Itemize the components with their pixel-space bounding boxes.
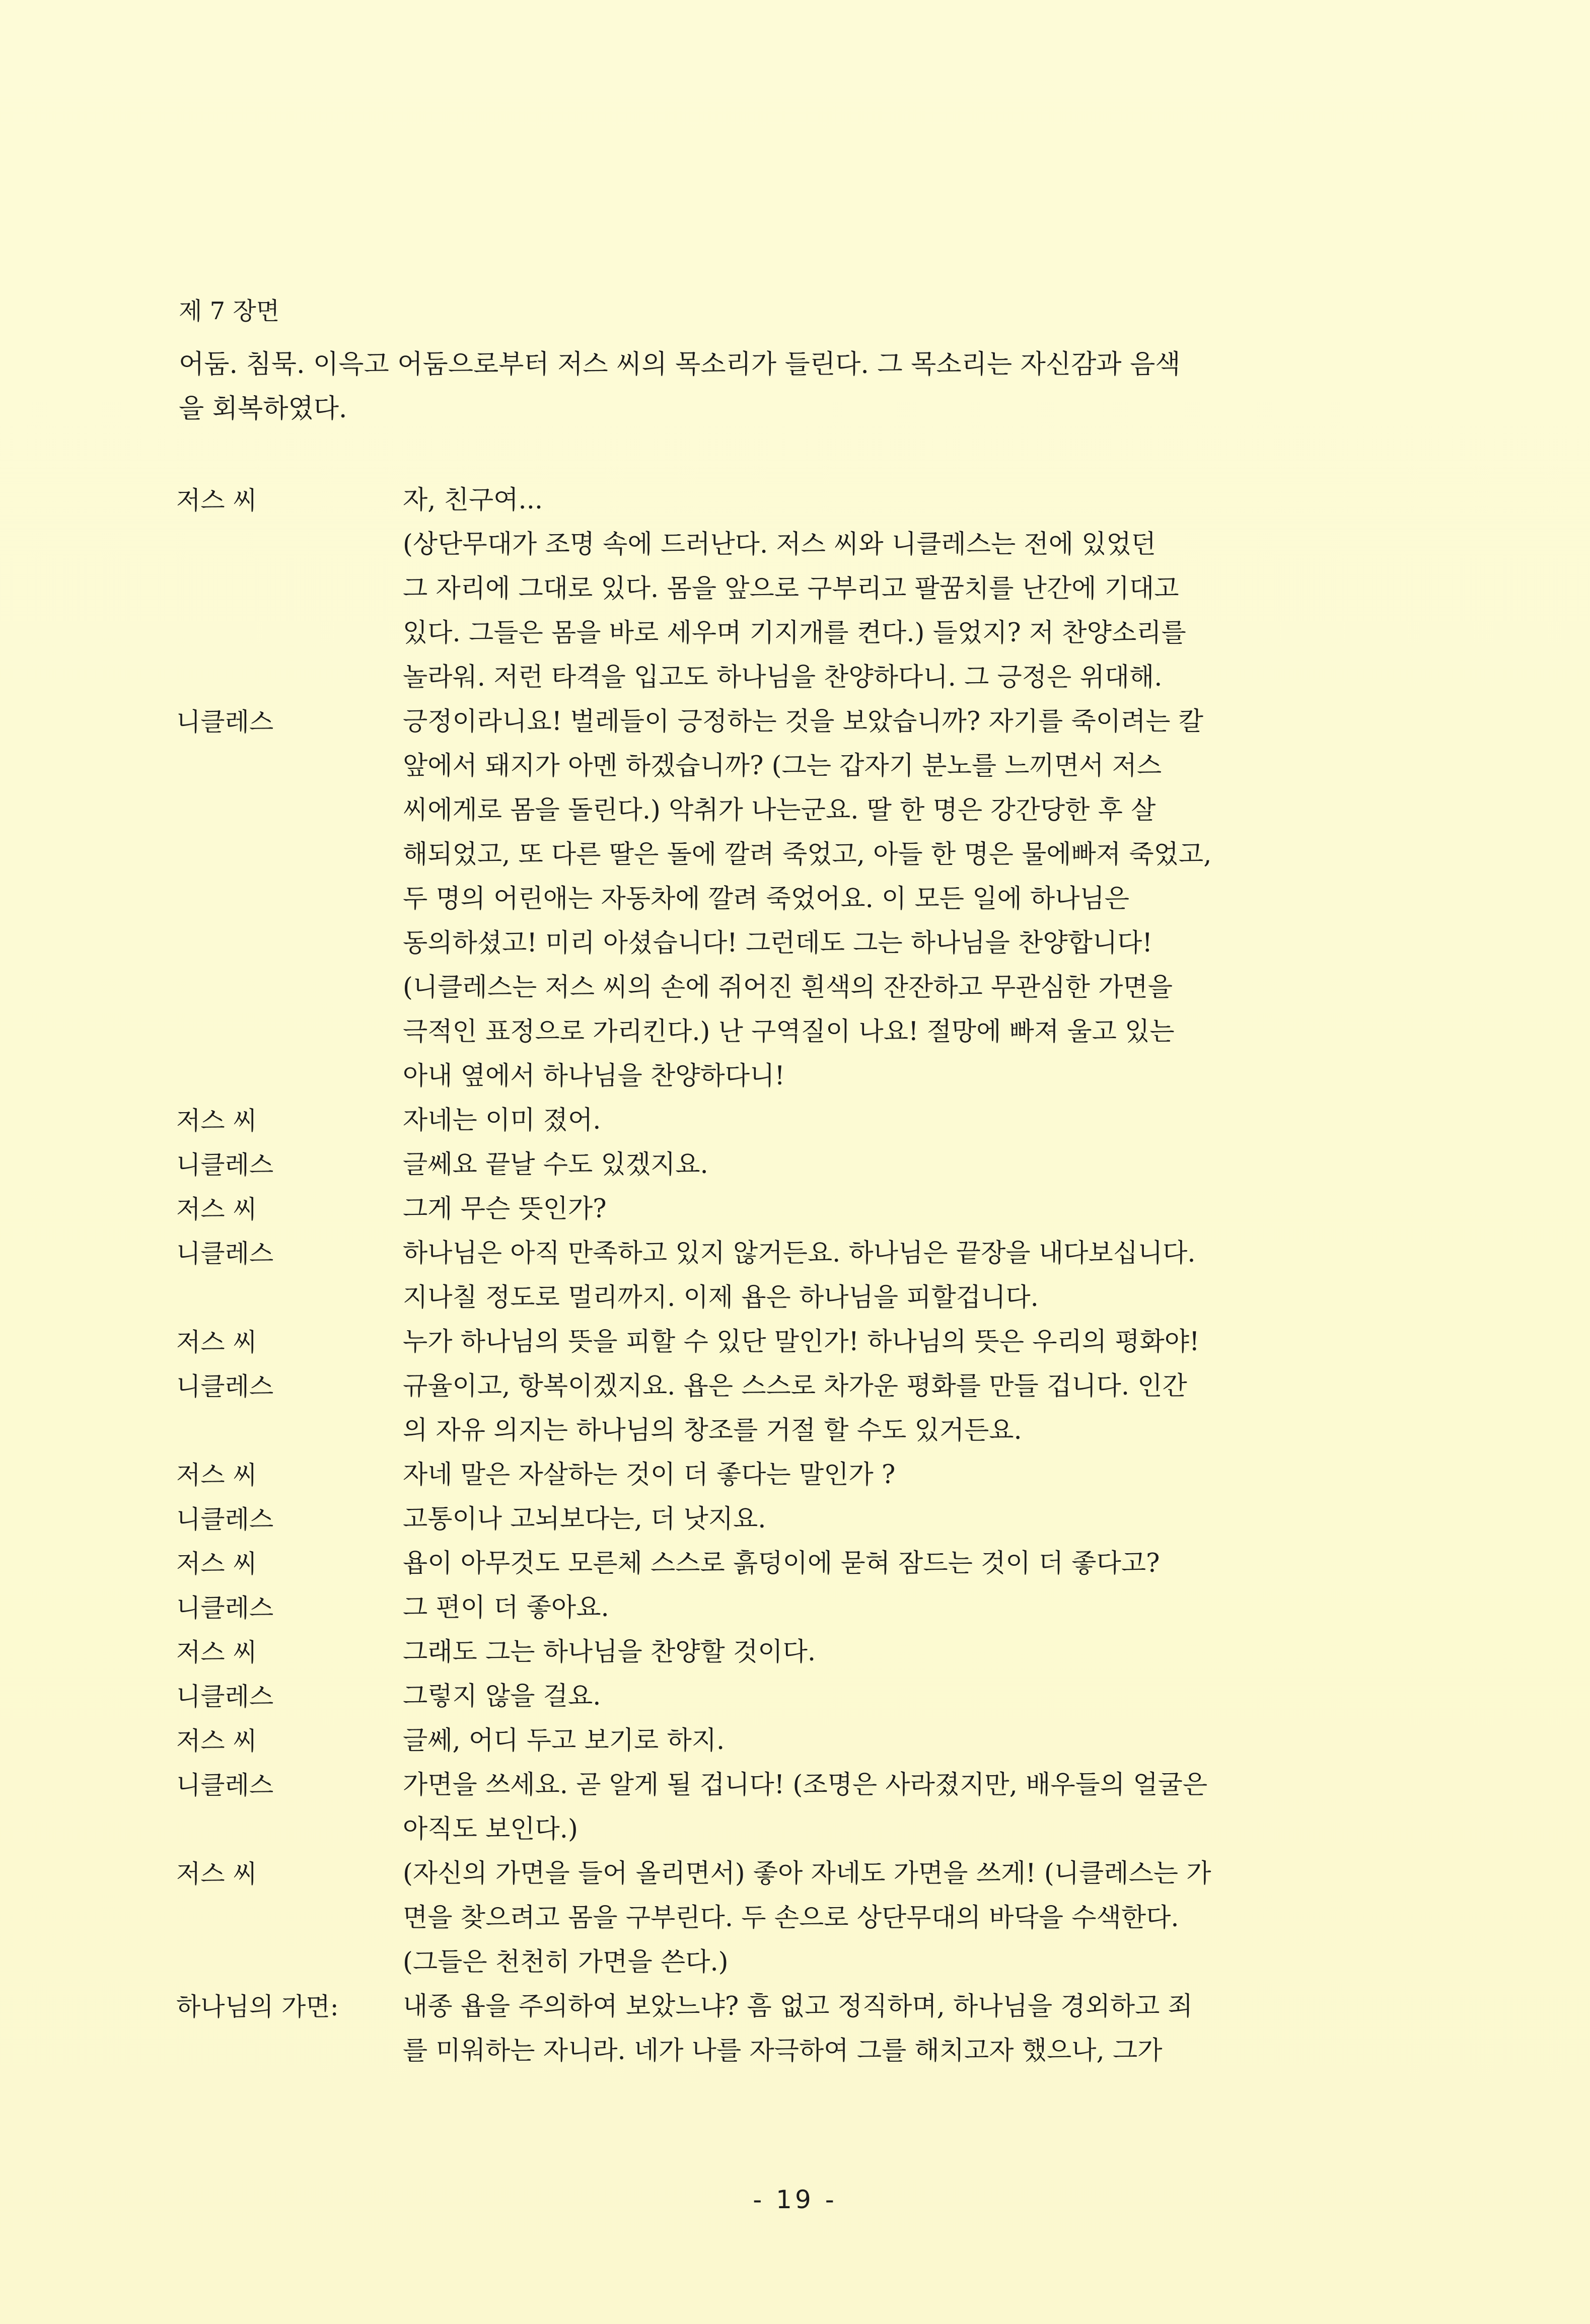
dialogue-entry: [176, 1143, 1385, 1187]
dialogue-line: 면을 찾으려고 몸을 구부린다. 두 손으로 상단무대의 바닥을 수색한다.: [403, 1903, 1179, 1933]
speaker-name: 니클레스: [176, 1771, 274, 1800]
dialogue-text: [403, 700, 1385, 1099]
dialogue-line: 규율이고, 항복이겠지요. 욥은 스스로 차가운 평화를 만들 겁니다. 인간: [403, 1371, 1187, 1401]
dialogue-line: 자네 말은 자살하는 것이 더 좋다는 말인가 ?: [403, 1460, 896, 1490]
dialogue-line: 아내 옆에서 하나님을 찬양하다니!: [403, 1061, 785, 1091]
dialogue-entry: [176, 1852, 1385, 1985]
dialogue-line: 누가 하나님의 뜻을 피할 수 있단 말인가! 하나님의 뜻은 우리의 평화야!: [403, 1327, 1200, 1357]
dialogue-entry: [176, 1675, 1385, 1719]
dialogue-line: 씨에게로 몸을 돌린다.) 악취가 나는군요. 딸 한 명은 강간당한 후 살: [403, 795, 1156, 825]
dialogue-line: 글쎄요 끝날 수도 있겠지요.: [403, 1150, 708, 1180]
dialogue-text: [403, 1852, 1385, 1985]
dialogue-text: [403, 1985, 1385, 2073]
dialogue-entry: [176, 1099, 1385, 1143]
dialogue-text: [403, 1630, 1385, 1675]
speaker-name: 니클레스: [176, 1239, 274, 1268]
dialogue-line: 그렇지 않을 걸요.: [403, 1682, 601, 1711]
dialogue-text: [403, 1231, 1385, 1320]
dialogue-line: 아직도 보인다.): [403, 1814, 578, 1844]
dialogue-entry: [176, 1586, 1385, 1630]
dialogue-text: [403, 1497, 1385, 1542]
dialogue-line: 의 자유 의지는 하나님의 창조를 거절 할 수도 있거든요.: [403, 1416, 1022, 1445]
speaker-name: 저스 씨: [176, 1726, 257, 1756]
speaker-name: 니클레스: [176, 1593, 274, 1623]
speaker-name: 저스 씨: [176, 1106, 257, 1135]
dialogue-entry: [176, 1497, 1385, 1542]
speaker-name: 니클레스: [176, 1505, 274, 1534]
dialogue-line: (니클레스는 저스 씨의 손에 쥐어진 흰색의 잔잔하고 무관심한 가면을: [403, 973, 1173, 1002]
dialogue-text: [403, 1586, 1385, 1630]
dialogue-entry: [176, 1763, 1385, 1852]
dialogue-line: 지나칠 정도로 멀리까지. 이제 욥은 하나님을 피할겁니다.: [403, 1283, 1039, 1313]
dialogue-entry: [176, 1542, 1385, 1586]
dialogue-text: [403, 1099, 1385, 1143]
dialogue-text: [403, 1719, 1385, 1763]
speaker-name: 니클레스: [176, 1682, 274, 1711]
stage-direction-line: 어둠. 침묵. 이윽고 어둠으로부터 저스 씨의 목소리가 들린다. 그 목소리는 자신감과 음색: [179, 349, 1181, 380]
dialogue-line: 글쎄, 어디 두고 보기로 하지.: [403, 1726, 725, 1756]
page-number: - 19 -: [753, 2185, 837, 2214]
speaker-name: 니클레스: [176, 1150, 274, 1180]
speaker-name: 저스 씨: [176, 1195, 257, 1224]
dialogue-line: 하나님은 아직 만족하고 있지 않거든요. 하나님은 끝장을 내다보십니다.: [403, 1239, 1196, 1268]
dialogue-line: 놀라워. 저런 타격을 입고도 하나님을 찬양하다니. 그 긍정은 위대해.: [403, 663, 1163, 692]
dialogue-line: 그 자리에 그대로 있다. 몸을 앞으로 구부리고 팔꿈치를 난간에 기대고: [403, 574, 1179, 604]
dialogue-line: (그들은 천천히 가면을 쓴다.): [403, 1947, 729, 1977]
dialogue-text: [403, 1763, 1385, 1852]
dialogue-entry: [176, 1320, 1385, 1364]
speaker-name: 저스 씨: [176, 1328, 257, 1357]
speaker-name: 니클레스: [176, 1372, 274, 1401]
dialogue-entry: [176, 1985, 1385, 2073]
dialogue-text: [403, 1143, 1385, 1187]
dialogue-line: 그 편이 더 좋아요.: [403, 1593, 609, 1623]
speaker-name: 니클레스: [176, 707, 274, 737]
dialogue-line: 해되었고, 또 다른 딸은 돌에 깔려 죽었고, 아들 한 명은 물에빠져 죽었고,: [403, 840, 1212, 869]
dialogue-entry: [176, 1231, 1385, 1320]
dialogue-block: [176, 478, 1385, 2073]
dialogue-entry: [176, 1453, 1385, 1497]
dialogue-line: (자신의 가면을 들어 올리면서) 좋아 자네도 가면을 쓰게! (니클레스는 가: [403, 1859, 1211, 1889]
dialogue-line: 를 미워하는 자니라. 네가 나를 자극하여 그를 해치고자 했으나, 그가: [403, 2036, 1163, 2066]
stage-direction-line: 을 회복하였다.: [179, 394, 347, 424]
dialogue-text: [403, 1453, 1385, 1497]
dialogue-entry: [176, 1719, 1385, 1763]
dialogue-entry: [176, 1187, 1385, 1231]
dialogue-line: 가면을 쓰세요. 곧 알게 될 겁니다! (조명은 사라졌지만, 배우들의 얼굴은: [403, 1770, 1208, 1800]
dialogue-line: 자네는 이미 졌어.: [403, 1106, 601, 1135]
dialogue-entry: [176, 1630, 1385, 1675]
dialogue-line: 극적인 표정으로 가리킨다.) 난 구역질이 나요! 절망에 빠져 울고 있는: [403, 1017, 1175, 1047]
dialogue-line: 그게 무슨 뜻인가?: [403, 1194, 607, 1224]
dialogue-entry: [176, 478, 1385, 700]
speaker-name: 저스 씨: [176, 1638, 257, 1667]
dialogue-line: 앞에서 돼지가 아멘 하겠습니까? (그는 갑자기 분노를 느끼면서 저스: [403, 751, 1162, 781]
dialogue-text: [403, 478, 1385, 700]
dialogue-line: 자, 친구여...: [403, 485, 543, 515]
speaker-name: 저스 씨: [176, 1461, 257, 1490]
scene-heading: 제 7 장면: [179, 297, 280, 325]
speaker-name: 하나님의 가면:: [176, 1992, 339, 2021]
dialogue-text: [403, 1675, 1385, 1719]
dialogue-line: (상단무대가 조명 속에 드러난다. 저스 씨와 니클레스는 전에 있었던: [403, 530, 1156, 559]
dialogue-text: [403, 1542, 1385, 1586]
speaker-name: 저스 씨: [176, 486, 257, 515]
dialogue-line: 있다. 그들은 몸을 바로 세우며 기지개를 켠다.) 들었지? 저 찬양소리를: [403, 618, 1186, 648]
stage-direction-intro: [179, 342, 1377, 431]
dialogue-line: 그래도 그는 하나님을 찬양할 것이다.: [403, 1637, 816, 1667]
dialogue-text: [403, 1187, 1385, 1231]
speaker-name: 저스 씨: [176, 1859, 257, 1889]
dialogue-text: [403, 1320, 1385, 1364]
dialogue-line: 내종 욥을 주의하여 보았느냐? 흠 없고 정직하며, 하나님을 경외하고 죄: [403, 1992, 1193, 2021]
dialogue-line: 긍정이라니요! 벌레들이 긍정하는 것을 보았습니까? 자기를 죽이려는 칼: [403, 707, 1204, 737]
dialogue-text: [403, 1364, 1385, 1453]
dialogue-line: 욥이 아무것도 모른체 스스로 흙덩이에 묻혀 잠드는 것이 더 좋다고?: [403, 1549, 1160, 1578]
dialogue-entry: [176, 1364, 1385, 1453]
dialogue-line: 두 명의 어린애는 자동차에 깔려 죽었어요. 이 모든 일에 하나님은: [403, 884, 1130, 914]
dialogue-entry: [176, 700, 1385, 1099]
dialogue-line: 동의하셨고! 미리 아셨습니다! 그런데도 그는 하나님을 찬양합니다!: [403, 928, 1152, 958]
speaker-name: 저스 씨: [176, 1549, 257, 1578]
dialogue-line: 고통이나 고뇌보다는, 더 낫지요.: [403, 1504, 766, 1534]
